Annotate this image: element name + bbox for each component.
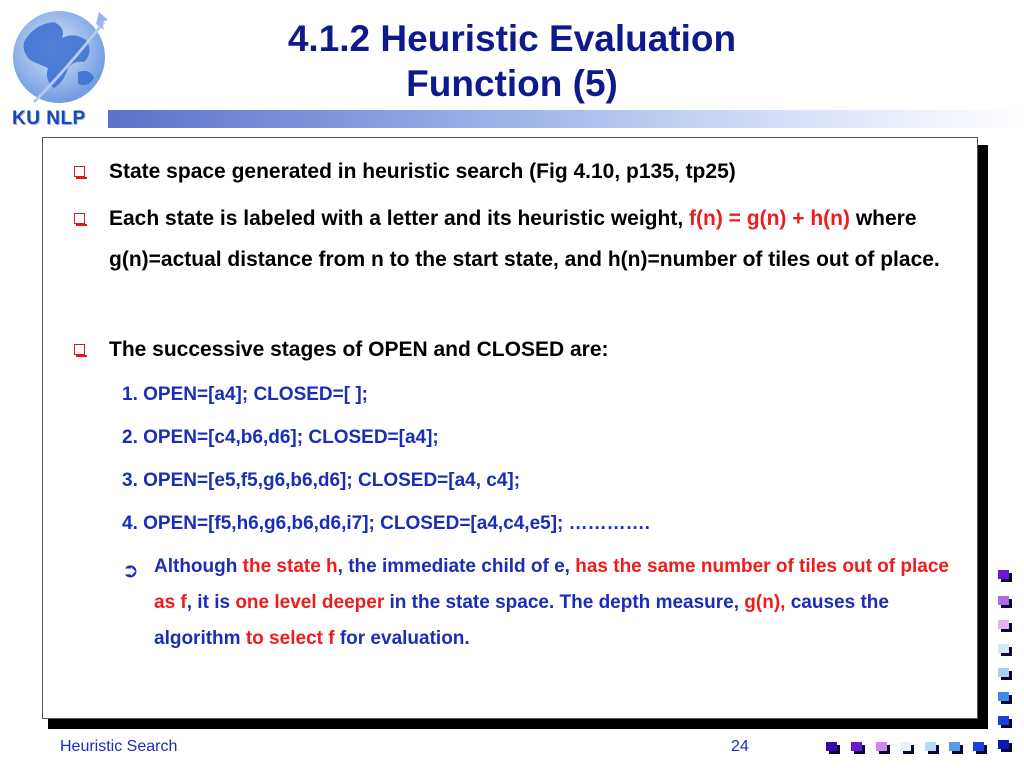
title-rule <box>108 110 1024 128</box>
bullet-box-icon <box>74 344 85 355</box>
note-text: Although the state h, the immediate child of e, has the same number of tiles out of place as f, it is one level deeper in the state space. The depth measure, g(n), causes the algorithm to select f for evaluation. <box>154 556 949 649</box>
logo-text: KU NLP <box>12 108 86 129</box>
bullet-text-part: Each state is labeled with a letter and its heuristic weight, <box>109 207 689 230</box>
bullet-labeling <box>74 198 954 280</box>
deco-square <box>876 742 887 751</box>
bullet-text: The successive stages of OPEN and CLOSED are: <box>109 338 609 361</box>
slide-title <box>130 16 894 106</box>
bullet-box-icon <box>74 166 85 177</box>
bullet-box-icon <box>74 213 85 224</box>
deco-square <box>998 596 1009 605</box>
step-2: 2. OPEN=[c4,b6,d6]; CLOSED=[a4]; <box>122 427 439 448</box>
formula-f: f(n) <box>689 207 723 230</box>
deco-square <box>851 742 862 751</box>
deco-square <box>998 570 1009 579</box>
highlight-state-h: the state h <box>242 556 338 577</box>
deco-square <box>998 740 1009 749</box>
bullet-state-space <box>74 151 954 192</box>
highlight-same-tiles: has the same number of tiles out of place as f <box>154 556 949 613</box>
highlight-deeper: one level deeper <box>235 592 385 613</box>
highlight-gn: g(n), <box>744 592 786 613</box>
step-4: 4. OPEN=[f5,h6,g6,b6,d6,i7]; CLOSED=[a4,c4,e5]; …………. <box>122 513 650 534</box>
bullet-stages <box>74 329 954 370</box>
title-line-1: 4.1.2 Heuristic Evaluation <box>287 18 737 59</box>
deco-square <box>826 742 837 751</box>
page-number: 24 <box>731 738 749 755</box>
deco-square <box>925 742 936 751</box>
bullet-text <box>74 198 954 280</box>
footer-title: Heuristic Search <box>60 738 178 755</box>
deco-square <box>998 644 1009 653</box>
deco-square <box>998 620 1009 629</box>
formula-plus: + <box>786 207 811 230</box>
formula-g: g(n) <box>746 207 787 230</box>
step-1: 1. OPEN=[a4]; CLOSED=[ ]; <box>122 384 368 405</box>
deco-square <box>998 668 1009 677</box>
formula-equals: = <box>722 207 747 230</box>
note-paragraph <box>122 549 952 657</box>
deco-square <box>998 692 1009 701</box>
arrow-right-circle-icon: ➲ <box>122 560 139 582</box>
deco-square <box>900 742 911 751</box>
deco-square <box>949 742 960 751</box>
formula-h: h(n) <box>810 207 850 230</box>
step-3: 3. OPEN=[e5,f5,g6,b6,d6]; CLOSED=[a4, c4]; <box>122 470 521 491</box>
title-line-2: Function (5) <box>406 63 618 104</box>
bullet-text-part: where g(n)=actual distance from n to the start state, and h(n)=number of tiles out of place. <box>109 207 940 271</box>
highlight-select-f: to select f <box>245 628 335 649</box>
deco-square <box>973 742 984 751</box>
deco-square <box>998 716 1009 725</box>
bullet-text: State space generated in heuristic search (Fig 4.10, p135, tp25) <box>109 160 736 183</box>
